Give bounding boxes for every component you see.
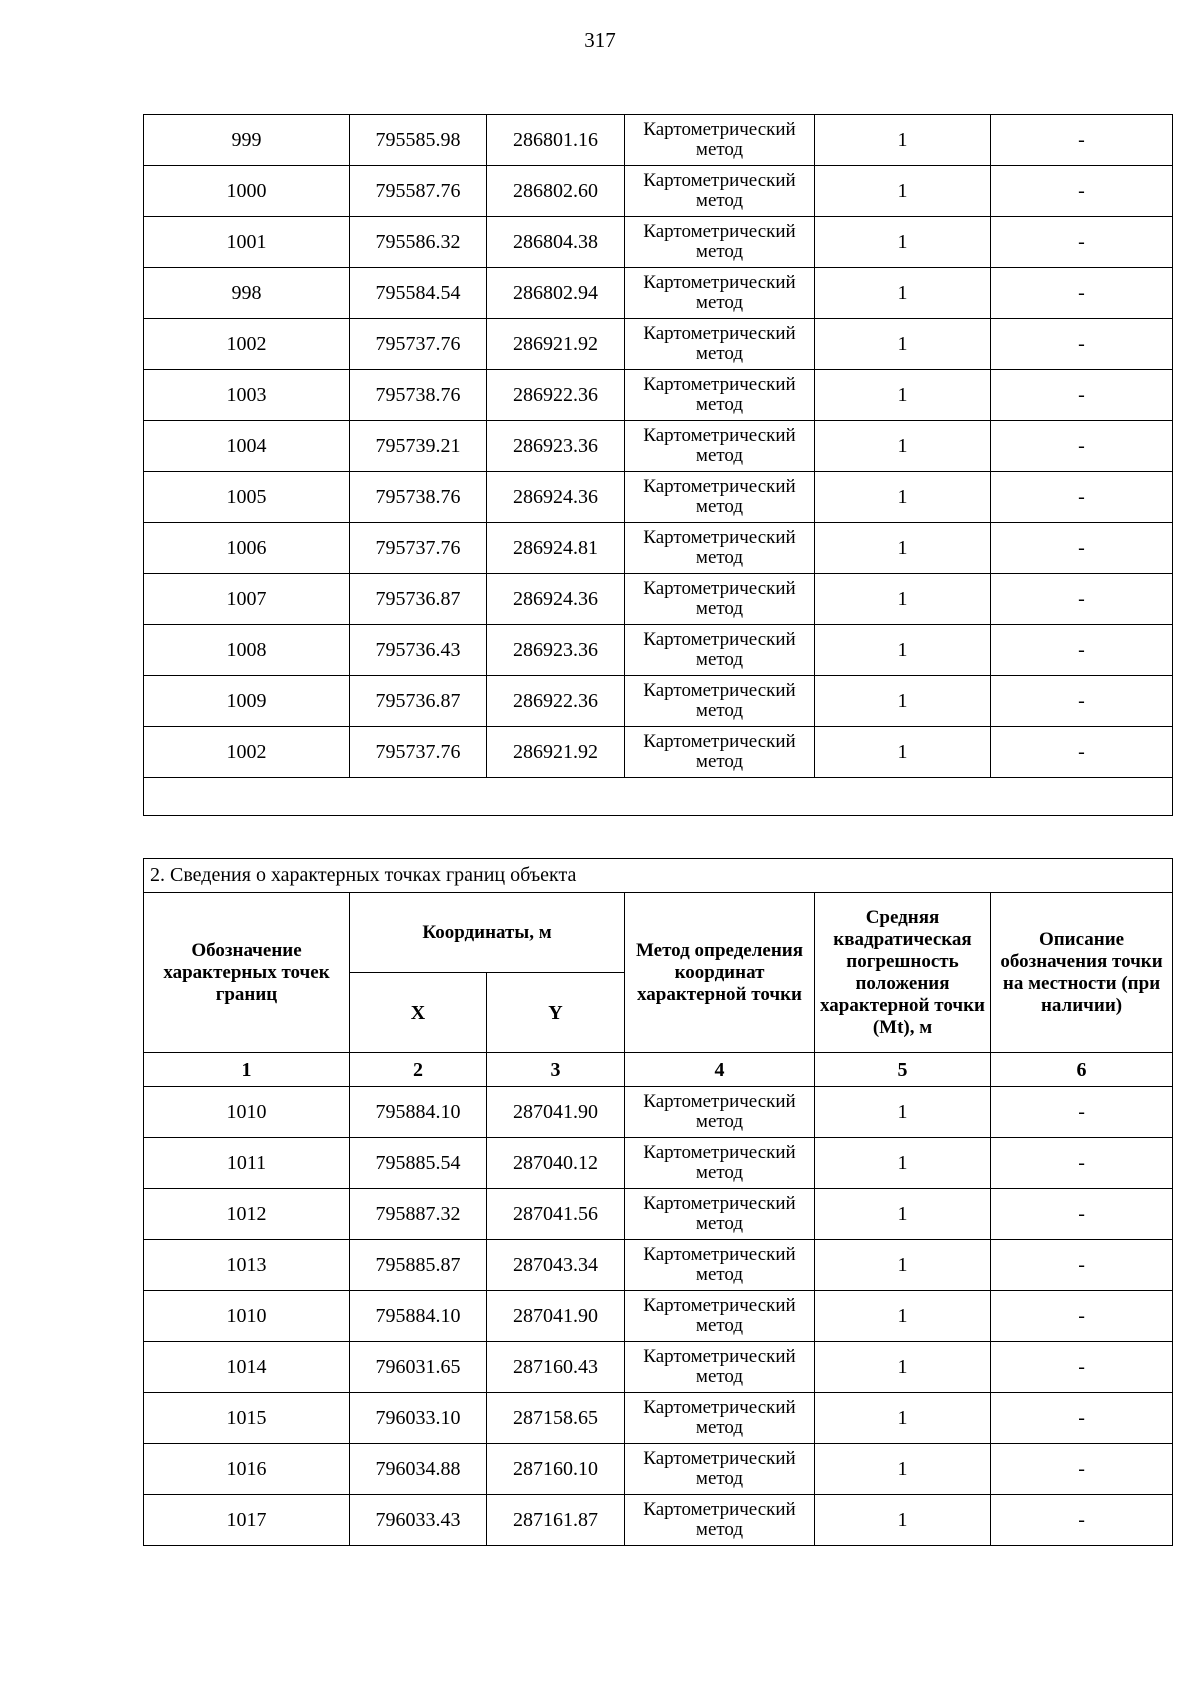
y-cell: 287158.65 [487,1393,625,1444]
x-cell: 795736.87 [350,574,487,625]
y-cell: 287160.43 [487,1342,625,1393]
x-cell: 795586.32 [350,217,487,268]
table-row [144,472,1173,523]
point-cell: 1006 [144,523,350,574]
table1-body [144,115,1173,778]
x-cell: 795884.10 [350,1087,487,1138]
mt-cell: 1 [815,370,991,421]
description-cell: - [991,370,1173,421]
coordinates-table-continued [143,114,1173,816]
empty-row [144,778,1173,816]
column-number: 2 [350,1053,487,1087]
y-cell: 286923.36 [487,421,625,472]
table-row [144,115,1173,166]
point-cell: 1005 [144,472,350,523]
method-cell: Картометрический метод [625,625,815,676]
x-cell: 796031.65 [350,1342,487,1393]
table-row [144,1342,1173,1393]
y-cell: 287161.87 [487,1495,625,1546]
mt-cell: 1 [815,625,991,676]
description-cell: - [991,115,1173,166]
mt-cell: 1 [815,115,991,166]
x-cell: 795737.76 [350,523,487,574]
mt-cell: 1 [815,1087,991,1138]
description-cell: - [991,1342,1173,1393]
description-cell: - [991,1393,1173,1444]
table-row [144,370,1173,421]
table-row [144,166,1173,217]
table-row [144,1291,1173,1342]
table-row [144,1393,1173,1444]
description-cell: - [991,472,1173,523]
y-cell: 286921.92 [487,727,625,778]
table-row [144,727,1173,778]
table-row [144,217,1173,268]
empty-cell [144,778,1173,816]
point-cell: 1013 [144,1240,350,1291]
method-cell: Картометрический метод [625,217,815,268]
column-number-row [144,1053,1173,1087]
x-cell: 795738.76 [350,370,487,421]
method-cell: Картометрический метод [625,727,815,778]
point-cell: 1002 [144,727,350,778]
method-cell: Картометрический метод [625,268,815,319]
method-cell: Картометрический метод [625,1495,815,1546]
point-cell: 1010 [144,1291,350,1342]
description-cell: - [991,1189,1173,1240]
y-cell: 286801.16 [487,115,625,166]
x-cell: 796034.88 [350,1444,487,1495]
x-cell: 795885.87 [350,1240,487,1291]
table-row [144,1495,1173,1546]
column-number: 6 [991,1053,1173,1087]
description-cell: - [991,1138,1173,1189]
method-cell: Картометрический метод [625,574,815,625]
mt-cell: 1 [815,1291,991,1342]
mt-cell: 1 [815,217,991,268]
y-cell: 286922.36 [487,370,625,421]
x-cell: 795584.54 [350,268,487,319]
header-x: X [350,973,487,1053]
description-cell: - [991,1087,1173,1138]
table-row [144,1240,1173,1291]
point-cell: 1011 [144,1138,350,1189]
x-cell: 796033.43 [350,1495,487,1546]
mt-cell: 1 [815,268,991,319]
point-cell: 1009 [144,676,350,727]
x-cell: 795739.21 [350,421,487,472]
mt-cell: 1 [815,319,991,370]
table-row [144,676,1173,727]
y-cell: 287041.90 [487,1087,625,1138]
y-cell: 287041.56 [487,1189,625,1240]
description-cell: - [991,268,1173,319]
description-cell: - [991,1444,1173,1495]
point-cell: 1014 [144,1342,350,1393]
method-cell: Картометрический метод [625,1138,815,1189]
method-cell: Картометрический метод [625,676,815,727]
mt-cell: 1 [815,1240,991,1291]
x-cell: 795737.76 [350,727,487,778]
point-cell: 1002 [144,319,350,370]
method-cell: Картометрический метод [625,472,815,523]
y-cell: 287160.10 [487,1444,625,1495]
table-row [144,1087,1173,1138]
description-cell: - [991,421,1173,472]
header-coordinates: Координаты, м [350,893,625,973]
y-cell: 286804.38 [487,217,625,268]
y-cell: 286922.36 [487,676,625,727]
header-row-1 [144,893,1173,973]
method-cell: Картометрический метод [625,1291,815,1342]
section-title-row [144,859,1173,893]
mt-cell: 1 [815,421,991,472]
y-cell: 286923.36 [487,625,625,676]
y-cell: 287041.90 [487,1291,625,1342]
mt-cell: 1 [815,1342,991,1393]
mt-cell: 1 [815,1393,991,1444]
point-cell: 1015 [144,1393,350,1444]
table-row [144,268,1173,319]
point-cell: 999 [144,115,350,166]
section-title: 2. Сведения о характерных точках границ объекта [144,859,1173,893]
header-y: Y [487,973,625,1053]
header-point: Обозначение характерных точек границ [144,893,350,1053]
mt-cell: 1 [815,727,991,778]
method-cell: Картометрический метод [625,1342,815,1393]
column-number: 1 [144,1053,350,1087]
y-cell: 286924.36 [487,472,625,523]
method-cell: Картометрический метод [625,1087,815,1138]
mt-cell: 1 [815,676,991,727]
method-cell: Картометрический метод [625,1240,815,1291]
x-cell: 796033.10 [350,1393,487,1444]
table-row [144,421,1173,472]
mt-cell: 1 [815,574,991,625]
y-cell: 286924.36 [487,574,625,625]
point-cell: 1012 [144,1189,350,1240]
y-cell: 286802.94 [487,268,625,319]
table-row [144,319,1173,370]
point-cell: 1007 [144,574,350,625]
page-number: 317 [584,28,616,52]
method-cell: Картометрический метод [625,319,815,370]
point-cell: 1004 [144,421,350,472]
description-cell: - [991,523,1173,574]
mt-cell: 1 [815,523,991,574]
point-cell: 1000 [144,166,350,217]
method-cell: Картометрический метод [625,166,815,217]
method-cell: Картометрический метод [625,1444,815,1495]
point-cell: 1001 [144,217,350,268]
header-mt: Средняя квадратическая погрешность положения характерной точки (Mt), м [815,893,991,1053]
description-cell: - [991,625,1173,676]
table-row [144,1138,1173,1189]
point-cell: 1008 [144,625,350,676]
header-description: Описание обозначения точки на местности (при наличии) [991,893,1173,1053]
mt-cell: 1 [815,1138,991,1189]
table-row [144,523,1173,574]
description-cell: - [991,676,1173,727]
mt-cell: 1 [815,1495,991,1546]
x-cell: 795738.76 [350,472,487,523]
description-cell: - [991,217,1173,268]
mt-cell: 1 [815,472,991,523]
y-cell: 286802.60 [487,166,625,217]
x-cell: 795885.54 [350,1138,487,1189]
table-row [144,625,1173,676]
method-cell: Картометрический метод [625,523,815,574]
x-cell: 795887.32 [350,1189,487,1240]
x-cell: 795587.76 [350,166,487,217]
x-cell: 795585.98 [350,115,487,166]
point-cell: 1010 [144,1087,350,1138]
table2-body [144,1087,1173,1546]
column-number: 3 [487,1053,625,1087]
table-row [144,574,1173,625]
mt-cell: 1 [815,166,991,217]
description-cell: - [991,1495,1173,1546]
table-row [144,1189,1173,1240]
column-number: 5 [815,1053,991,1087]
mt-cell: 1 [815,1189,991,1240]
description-cell: - [991,574,1173,625]
point-cell: 1017 [144,1495,350,1546]
description-cell: - [991,1240,1173,1291]
table-row [144,1444,1173,1495]
x-cell: 795736.87 [350,676,487,727]
point-cell: 1003 [144,370,350,421]
description-cell: - [991,319,1173,370]
point-cell: 1016 [144,1444,350,1495]
x-cell: 795884.10 [350,1291,487,1342]
method-cell: Картометрический метод [625,1393,815,1444]
description-cell: - [991,1291,1173,1342]
header-method: Метод определения координат характерной точки [625,893,815,1053]
x-cell: 795736.43 [350,625,487,676]
mt-cell: 1 [815,1444,991,1495]
description-cell: - [991,727,1173,778]
x-cell: 795737.76 [350,319,487,370]
y-cell: 286924.81 [487,523,625,574]
method-cell: Картометрический метод [625,370,815,421]
method-cell: Картометрический метод [625,115,815,166]
description-cell: - [991,166,1173,217]
y-cell: 287040.12 [487,1138,625,1189]
column-number: 4 [625,1053,815,1087]
method-cell: Картометрический метод [625,421,815,472]
y-cell: 287043.34 [487,1240,625,1291]
method-cell: Картометрический метод [625,1189,815,1240]
boundary-points-table [143,858,1173,1546]
point-cell: 998 [144,268,350,319]
y-cell: 286921.92 [487,319,625,370]
